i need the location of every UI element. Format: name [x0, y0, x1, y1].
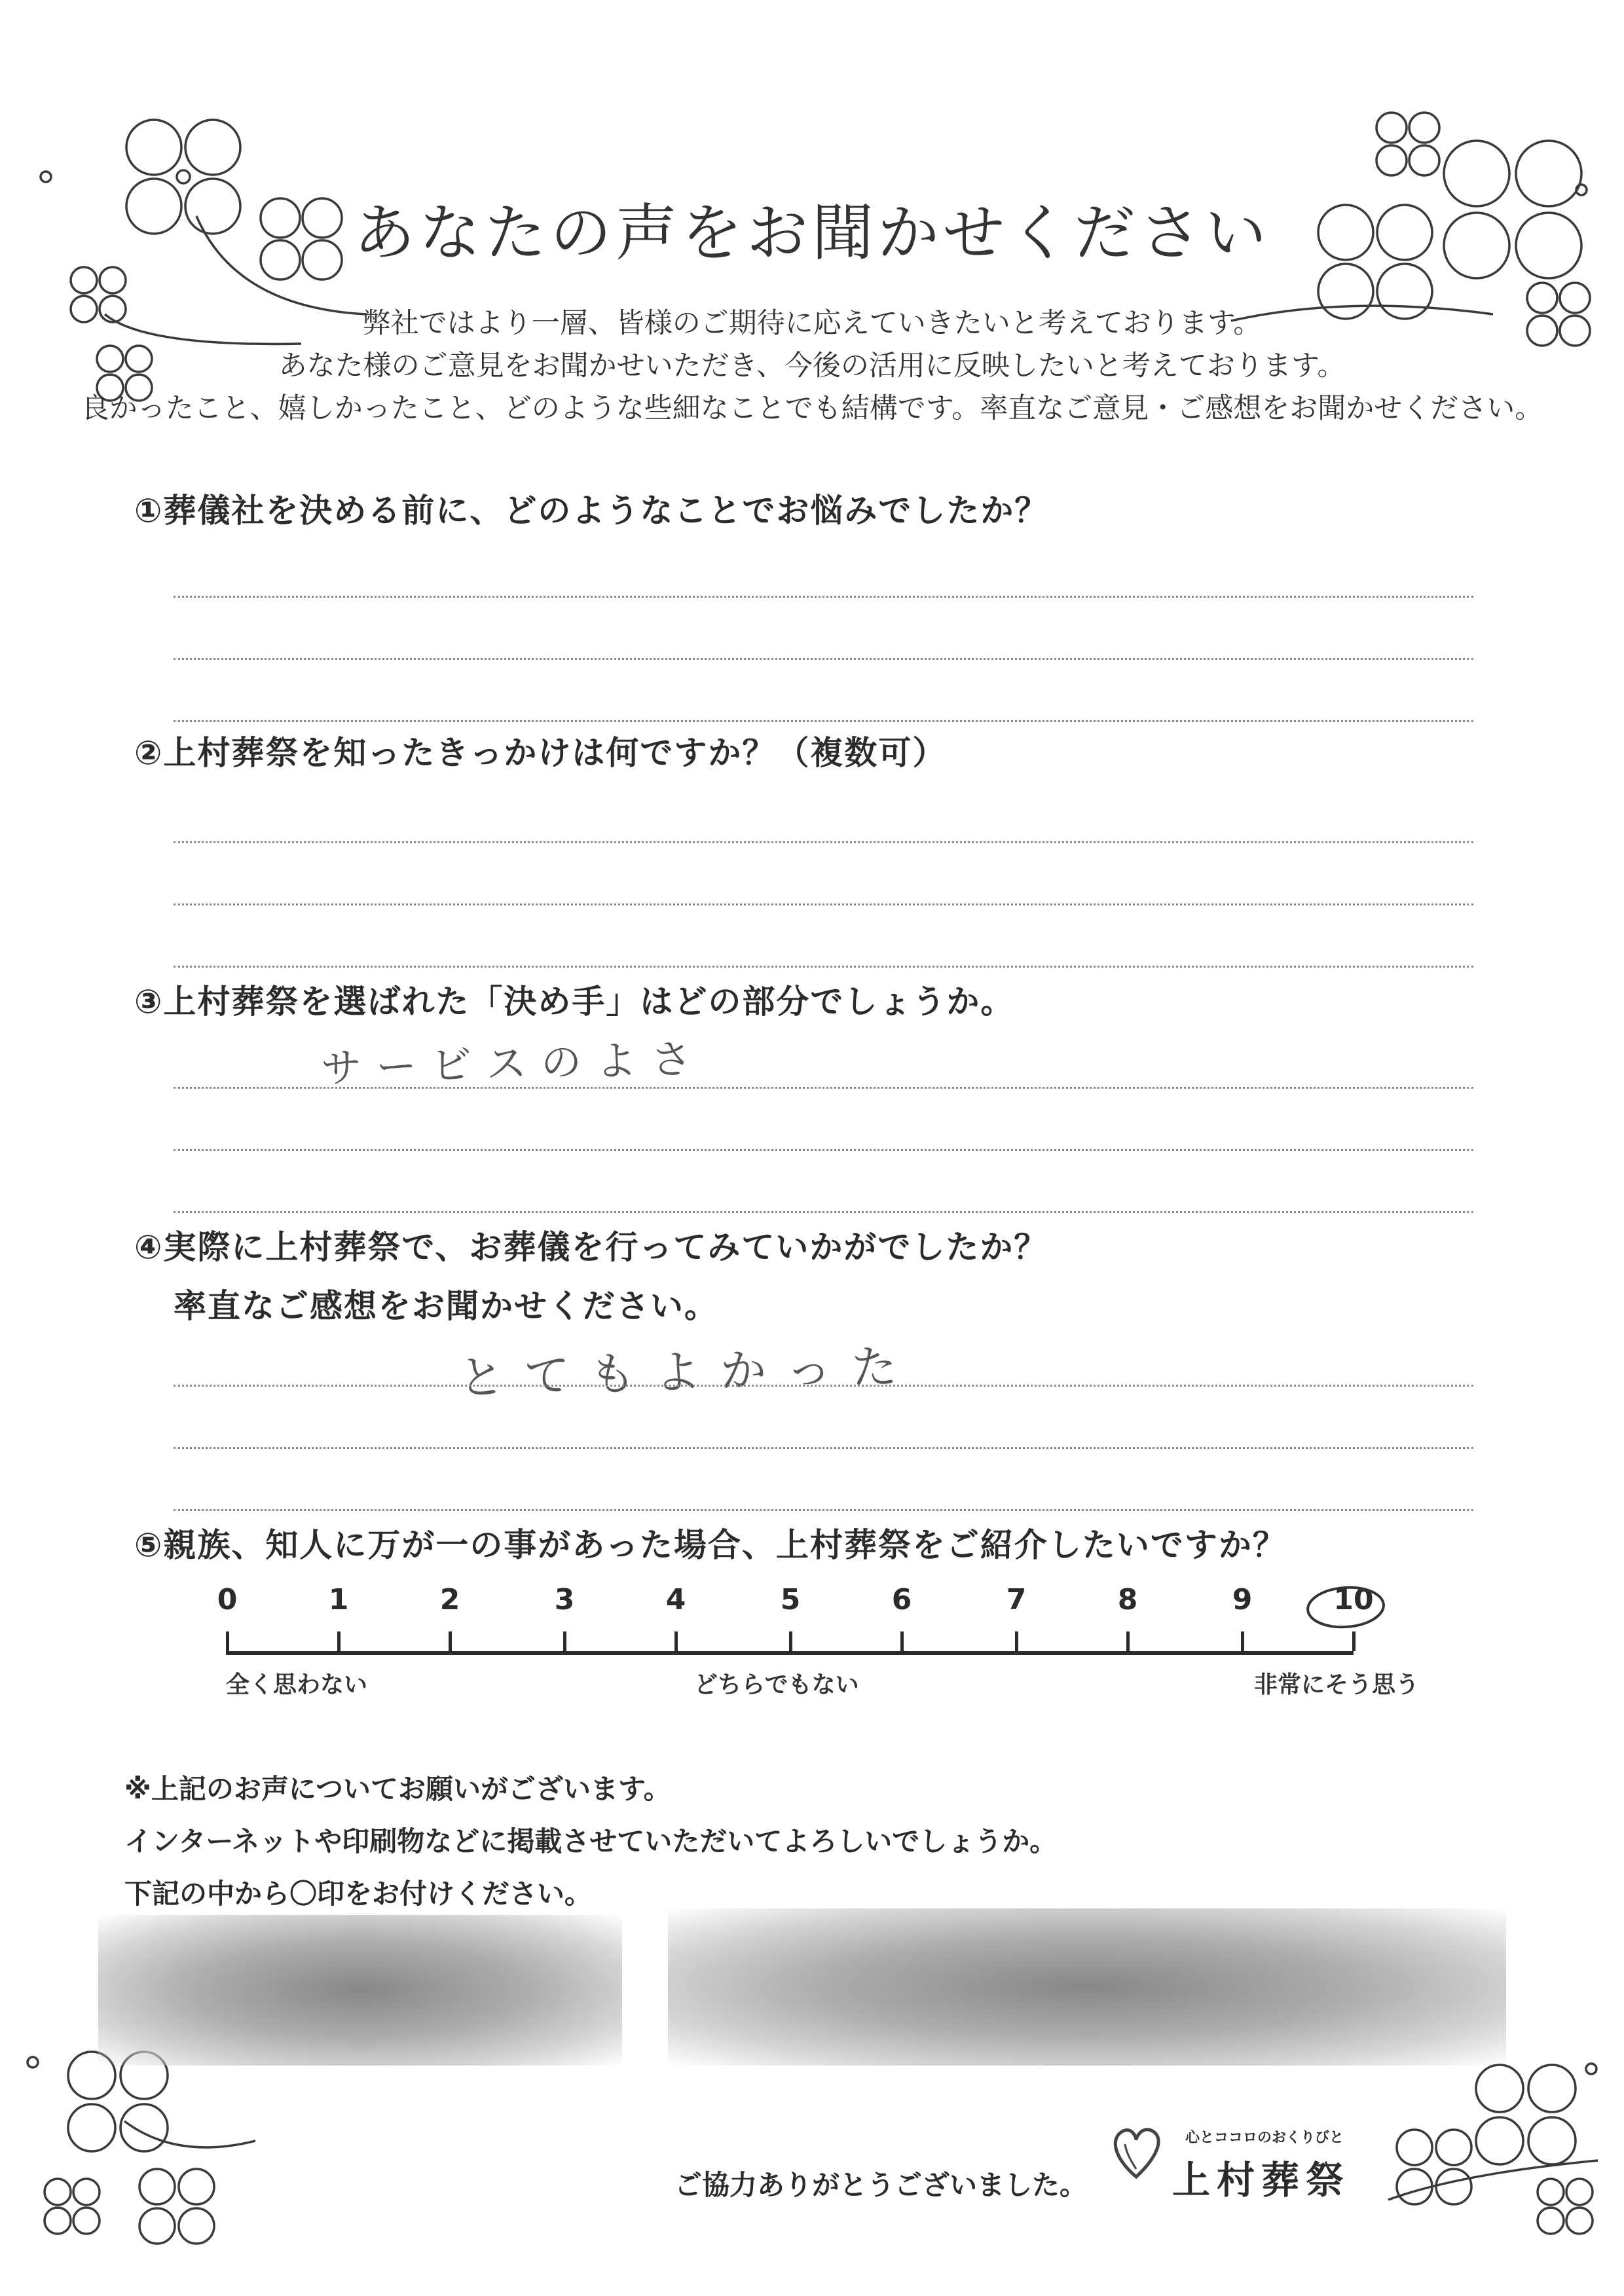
- answer-line: [174, 658, 1473, 660]
- intro-line-2: あなた様のご意見をお聞かせいただき、今後の活用に反映したいと考えております。: [278, 350, 1346, 382]
- question-2-title: ②上村葬祭を知ったきっかけは何ですか？（複数可）: [134, 734, 947, 772]
- publication-note-3: 下記の中から〇印をお付けください。: [124, 1878, 593, 1910]
- scale-tick: [789, 1631, 792, 1651]
- intro-line-1: 弊社ではより一層、皆様のご期待に応えていきたいと考えております。: [362, 307, 1262, 340]
- scale-tick: [449, 1631, 452, 1651]
- scale-tick: [226, 1631, 229, 1651]
- selection-circle-mark: [1300, 1578, 1392, 1637]
- logo-tagline: 心とココロのおくりびと: [1185, 2130, 1344, 2146]
- answer-line: [174, 1385, 1473, 1387]
- scale-label-10[interactable]: 10: [1333, 1583, 1374, 1616]
- scale-mid-label: どちらでもない: [694, 1671, 859, 1698]
- publication-note-1: ※上記のお声についてお願いがございます。: [124, 1773, 671, 1805]
- scale-tick: [1241, 1631, 1244, 1651]
- question-1-title: ①葬儀社を決める前に、どのようなことでお悩みでしたか？: [134, 492, 1049, 530]
- scale-tick: [337, 1631, 341, 1651]
- publication-note-2: インターネットや印刷物などに掲載させていただいてよろしいでしょうか。: [124, 1825, 1058, 1857]
- question-3-title: ③上村葬祭を選ばれた「決め手」はどの部分でしょうか。: [134, 983, 1015, 1021]
- answer-line: [174, 1149, 1473, 1151]
- scale-label-8[interactable]: 8: [1117, 1583, 1138, 1616]
- question-4-subtitle: 率直なご感想をお聞かせください。: [174, 1287, 718, 1325]
- answer-line: [174, 1087, 1473, 1089]
- clover-decoration-bottom-left: [26, 2043, 262, 2252]
- question-4-answer: とてもよかった: [458, 1339, 918, 1406]
- scale-label-1[interactable]: 1: [328, 1583, 349, 1616]
- answer-line: [174, 1447, 1473, 1449]
- logo-name: 上村葬祭: [1172, 2158, 1351, 2202]
- answer-line: [174, 966, 1473, 968]
- redacted-area-right: [668, 1908, 1506, 2066]
- question-5-title: ⑤親族、知人に万が一の事があった場合、上村葬祭をご紹介したいですか？: [134, 1526, 1287, 1564]
- answer-line: [174, 1509, 1473, 1511]
- answer-line: [174, 841, 1473, 843]
- answer-line: [174, 1211, 1473, 1213]
- scale-label-4[interactable]: 4: [665, 1583, 686, 1616]
- scale-label-0[interactable]: 0: [217, 1583, 238, 1616]
- scale-label-3[interactable]: 3: [554, 1583, 575, 1616]
- question-3-answer: サービスのよさ: [320, 1034, 707, 1093]
- scale-label-2[interactable]: 2: [439, 1583, 460, 1616]
- thanks-message: ご協力ありがとうございました。: [674, 2169, 1088, 2201]
- scale-axis: [226, 1651, 1354, 1655]
- scale-tick: [900, 1631, 904, 1651]
- answer-line: [174, 903, 1473, 905]
- scale-tick: [674, 1631, 678, 1651]
- scale-label-9[interactable]: 9: [1232, 1583, 1253, 1616]
- answer-line: [174, 596, 1473, 598]
- clover-decoration-bottom-right: [1382, 2043, 1604, 2252]
- intro-line-3: 良かったこと、嬉しかったこと、どのような些細なことでも結構です。率直なご意見・ご感想をお聞かせください。: [81, 392, 1543, 425]
- page-title: あなたの声をお聞かせください: [353, 198, 1270, 269]
- question-4-title: ④実際に上村葬祭で、お葬儀を行ってみていかがでしたか？: [134, 1228, 1048, 1266]
- answer-line: [174, 720, 1473, 722]
- scale-high-label: 非常にそう思う: [1254, 1671, 1420, 1698]
- scale-tick: [1126, 1631, 1130, 1651]
- redacted-area-left: [98, 1915, 622, 2066]
- scale-tick: [563, 1631, 566, 1651]
- scale-tick: [1015, 1631, 1018, 1651]
- scale-label-6[interactable]: 6: [891, 1583, 912, 1616]
- scale-low-label: 全く思わない: [226, 1671, 368, 1698]
- scale-label-5[interactable]: 5: [780, 1583, 801, 1616]
- scale-label-7[interactable]: 7: [1006, 1583, 1027, 1616]
- heart-logo-icon: [1107, 2118, 1166, 2183]
